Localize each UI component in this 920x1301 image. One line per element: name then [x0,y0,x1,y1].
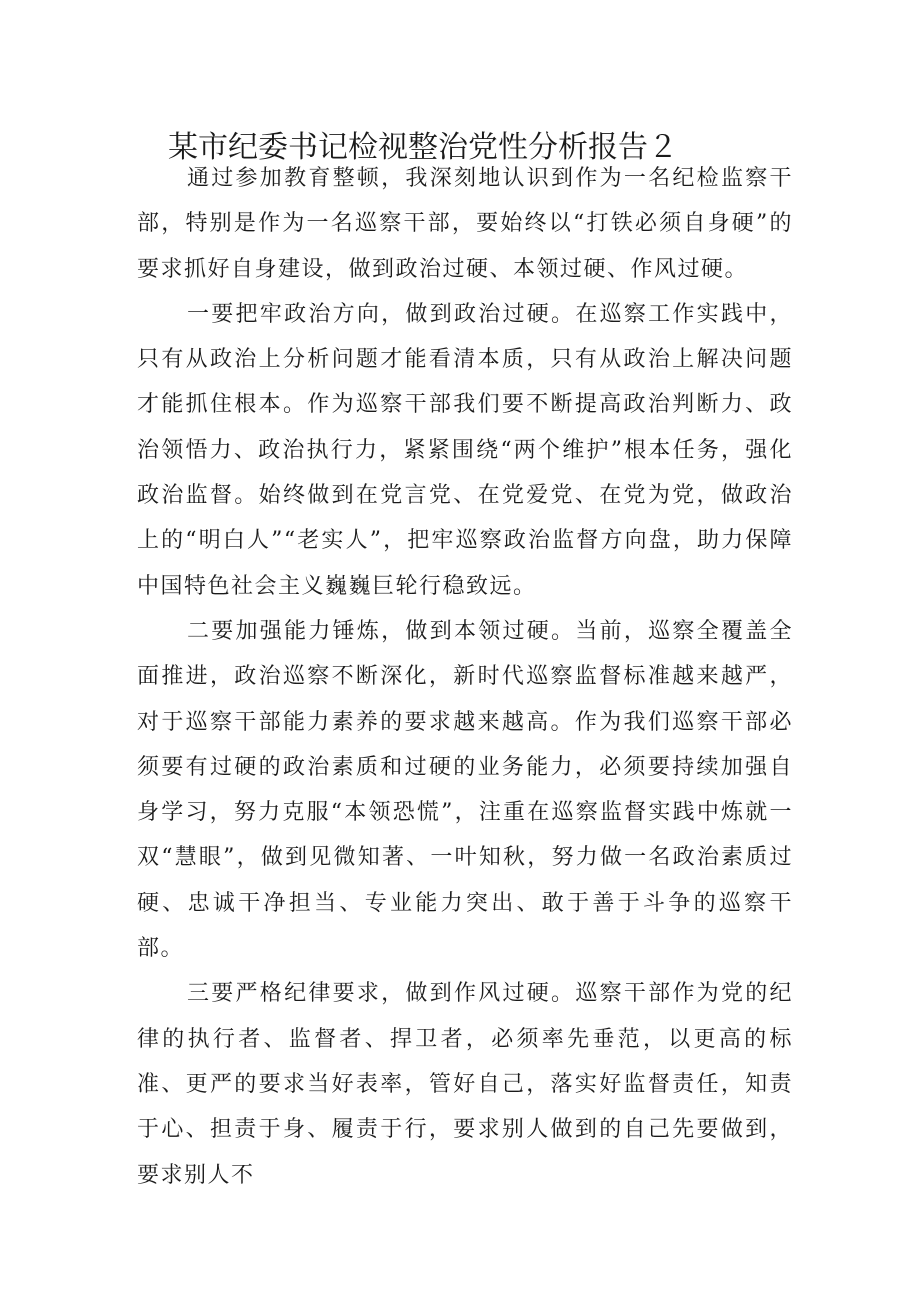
paragraph-intro: 通过参加教育整顿，我深刻地认识到作为一名纪检监察干部，特别是作为一名巡察干部，要始终以“打铁必须自身硬”的要求抓好自身建设，做到政治过硬、本领过硬、作风过硬。 [137,166,793,282]
paragraph-discipline: 三要严格纪律要求，做到作风过硬。巡察干部作为党的纪律的执行者、监督者、捍卫者，必须率先垂范，以更高的标准、更严的要求当好表率，管好自己，落实好监督责任，知责于心、担责于身、履责于行，要求别人做到的自己先要做到，要求别人不 [137,981,793,1188]
document-body [137,156,793,1198]
paragraph-ability: 二要加强能力锤炼，做到本领过硬。当前，巡察全覆盖全面推进，政治巡察不断深化，新时代巡察监督标准越来越严，对于巡察干部能力素养的要求越来越高。作为我们巡察干部必须要有过硬的政治素质和过硬的业务能力，必须要持续加强自身学习，努力克服“本领恐慌”，注重在巡察监督实践中炼就一双“慧眼”，做到见微知著、一叶知秋，努力做一名政治素质过硬、忠诚干净担当、专业能力突出、敢于善于斗争的巡察干部。 [137,618,793,962]
paragraph-political: 一要把牢政治方向，做到政治过硬。在巡察工作实践中，只有从政治上分析问题才能看清本质，只有从政治上解决问题才能抓住根本。作为巡察干部我们要不断提高政治判断力、政治领悟力、政治执行力，紧紧围绕“两个维护”根本任务，强化政治监督。始终做到在党言党、在党爱党、在党为党，做政治上的“明白人”“老实人”，把牢巡察政治监督方向盘，助力保障中国特色社会主义巍巍巨轮行稳致远。 [137,301,793,599]
document-title: 某市纪委书记检视整治党性分析报告２ [168,130,678,165]
